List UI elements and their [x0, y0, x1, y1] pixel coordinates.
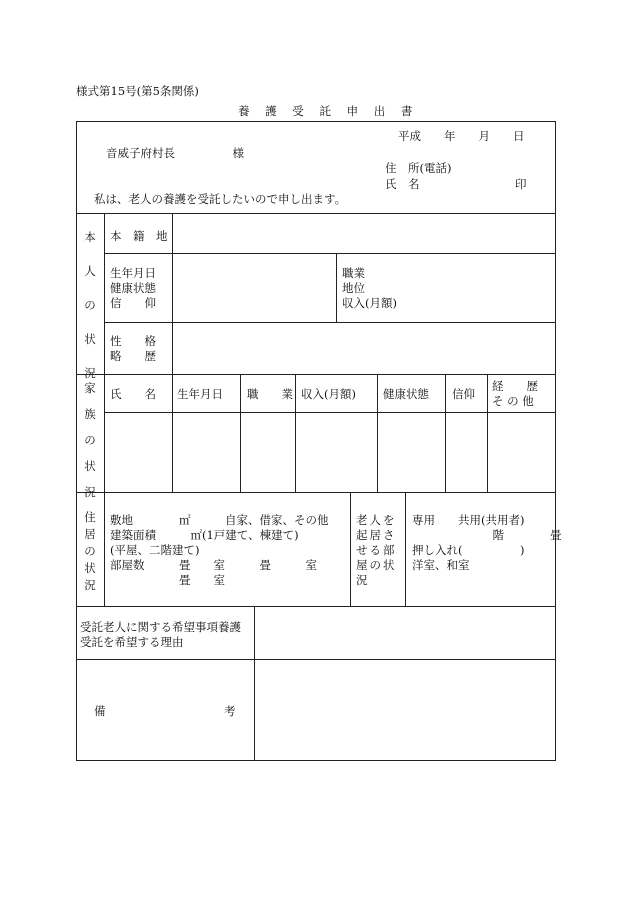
remarks-label-left: 備	[94, 704, 106, 718]
rule-residence-col1	[350, 492, 351, 606]
rule-after-family	[76, 492, 556, 493]
addressee: 音威子府村長 様	[106, 146, 244, 160]
rule-section-col	[104, 213, 105, 606]
domicile-label: 本 籍 地	[110, 229, 168, 243]
personal-labels: 生年月日 健康状態 信 仰	[110, 266, 156, 310]
family-header-health: 健康状態	[383, 387, 429, 401]
form-number: 様式第15号(第5条関係)	[76, 84, 199, 98]
rule-after-top	[76, 213, 556, 214]
self-section-label: 本 人 の 状 況	[84, 230, 96, 380]
rule-family-col3	[295, 374, 296, 492]
rule-after-wishes	[76, 659, 556, 660]
statement: 私は、老人の養護を受託したいので申し出ます。	[94, 192, 347, 206]
rule-family-col2	[240, 374, 241, 492]
rule-residence-col2	[405, 492, 406, 606]
date-line: 平成 年 月 日	[398, 129, 525, 143]
wishes-label: 受託老人に関する希望事項養護 受託を希望する理由	[80, 620, 241, 649]
room-label: 老人を 起居さ せる部 屋の状 況	[356, 513, 397, 587]
rule-personal-mid	[336, 253, 337, 322]
room-details: 専用 共用(共用者) 階 畳 押し入れ( ) 洋室、和室	[412, 513, 562, 572]
rule-self-label-col	[172, 213, 173, 374]
rule-family-col1	[172, 374, 173, 492]
rule-after-self	[76, 374, 556, 375]
family-header-religion: 信仰	[452, 387, 475, 401]
rule-after-residence	[76, 606, 556, 607]
name-label: 氏 名	[385, 177, 420, 191]
seal-mark: 印	[515, 177, 527, 191]
family-header-income: 収入(月額)	[301, 387, 356, 401]
family-header-name: 氏 名	[110, 387, 156, 401]
address-label: 住 所(電話)	[385, 161, 452, 175]
rule-lower-col	[254, 606, 255, 761]
rule-family-col6	[487, 374, 488, 492]
family-section-label: 家 族 の 状 況	[84, 381, 96, 499]
remarks-label-right: 考	[224, 704, 236, 718]
form-title: 養 護 受 託 申 出 書	[238, 104, 419, 118]
work-labels: 職業 地位 収入(月額)	[342, 266, 397, 310]
residence-section-label: 住 居 の 状 況	[84, 510, 96, 592]
character-labels: 性 格 略 歴	[110, 334, 156, 363]
family-header-job: 職 業	[247, 387, 293, 401]
form-frame	[76, 121, 556, 761]
family-header-birth: 生年月日	[177, 387, 223, 401]
rule-family-col4	[377, 374, 378, 492]
rule-family-col5	[445, 374, 446, 492]
family-header-history: 経 歴 そ の 他	[492, 379, 538, 408]
residence-details: 敷地 ㎡ 自家、借家、その他 建築面積 ㎡(1戸建て、棟建て) (平屋、二階建て) 部屋数 畳 室 畳 室 畳 室	[110, 513, 329, 587]
